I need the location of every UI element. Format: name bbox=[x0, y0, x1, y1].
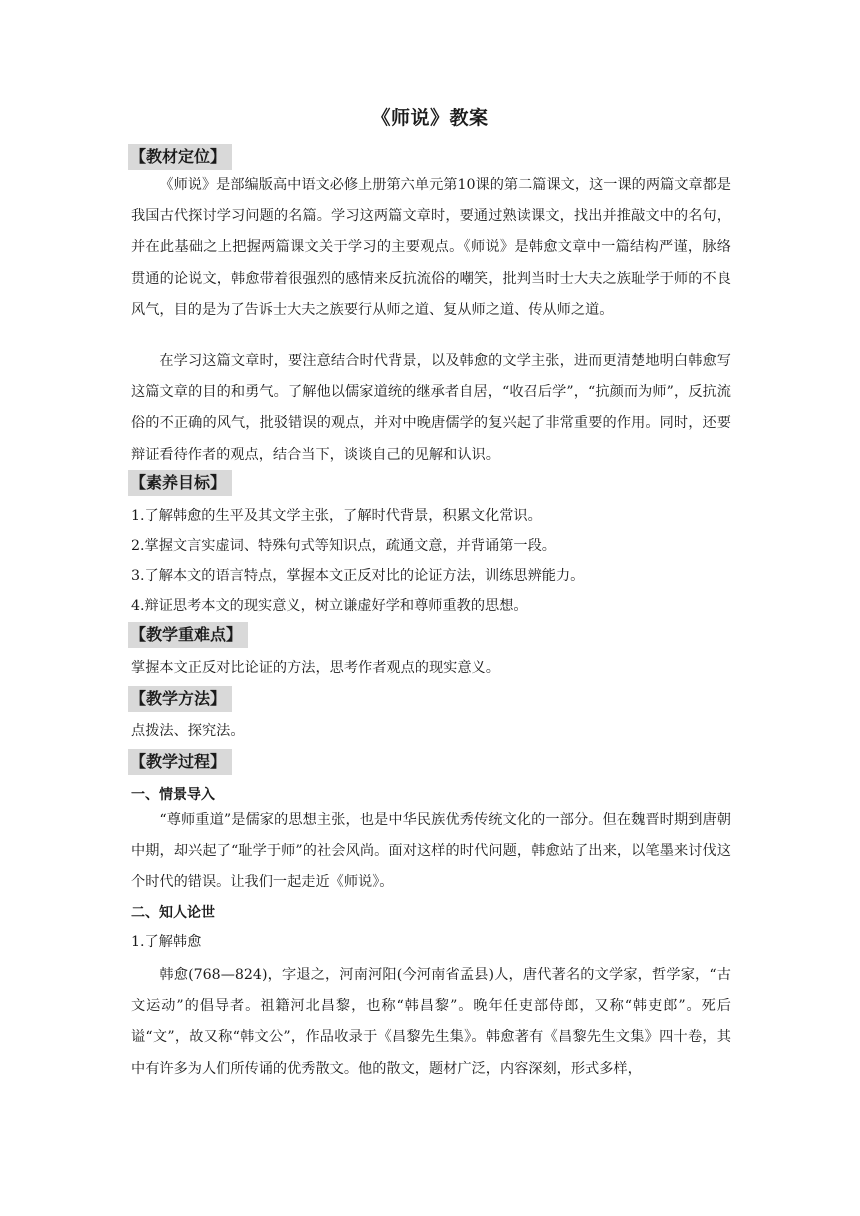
method-text: 点拨法、探究法。 bbox=[131, 723, 245, 739]
section-heading-positioning: 【教材定位】 bbox=[128, 144, 232, 170]
section-heading-process: 【教学过程】 bbox=[128, 749, 232, 775]
goal-item: 1.了解韩愈的生平及其文学主张，了解时代背景，积累文化常识。 bbox=[131, 508, 542, 524]
author-paragraph: 韩愈(768—824)，字退之，河南河阳(今河南省孟县)人，唐代著名的文学家，哲学家，“古文运动”的倡导者。祖籍河北昌黎，也称“韩昌黎”。晚年任吏部侍郎，又称“韩吏郎”。死后谥“文”，故又称“韩文公”，作品收录于《昌黎先生集》。韩愈著有《昌黎先生文集》四十卷，其中有许多为人们所传诵的优秀散文。他的散文，题材广泛，内容深刻，形式多样， bbox=[131, 967, 731, 1077]
step-subtitle-author: 1.了解韩愈 bbox=[131, 934, 202, 950]
step-title-author: 二、知人论世 bbox=[131, 905, 215, 921]
difficulty-text: 掌握本文正反对比论证的方法，思考作者观点的现实意义。 bbox=[131, 660, 500, 676]
step-title-intro: 一、情景导入 bbox=[131, 787, 215, 803]
goal-item: 4.辩证思考本文的现实意义，树立谦虚好学和尊师重教的思想。 bbox=[131, 598, 528, 614]
goal-item: 3.了解本文的语言特点，掌握本文正反对比的论证方法，训练思辨能力。 bbox=[131, 568, 585, 584]
section-heading-difficulty: 【教学重难点】 bbox=[128, 622, 248, 648]
section-heading-method: 【教学方法】 bbox=[128, 686, 232, 712]
section-heading-goals: 【素养目标】 bbox=[128, 470, 232, 496]
positioning-paragraph-1: 《师说》是部编版高中语文必修上册第六单元第10课的第二篇课文，这一课的两篇文章都是我国古代探讨学习问题的名篇。学习这两篇文章时，要通过熟读课文，找出并推敲文中的名句，并在此基础之上把握两篇课文关于学习的主要观点。《师说》是韩愈文章中一篇结构严谨，脉络贯通的论说文，韩愈带着很强烈的感情来反抗流俗的嘲笑，批判当时士大夫之族耻学于师的不良风气，目的是为了告诉士大夫之族要行从师之道、复从师之道、传从师之道。 bbox=[131, 177, 731, 318]
document-title: 《师说》教案 bbox=[371, 107, 489, 129]
positioning-paragraph-2: 在学习这篇文章时，要注意结合时代背景，以及韩愈的文学主张，进而更清楚地明白韩愈写这篇文章的目的和勇气。了解他以儒家道统的继承者自居，“收召后学”，“抗颜而为师”，反抗流俗的不正确的风气，批驳错误的观点，并对中晚唐儒学的复兴起了非常重要的作用。同时，还要辩证看待作者的观点，结合当下，谈谈自己的见解和认识。 bbox=[131, 353, 731, 463]
goal-item: 2.掌握文言实虚词、特殊句式等知识点，疏通文意，并背诵第一段。 bbox=[131, 538, 556, 554]
intro-paragraph: “尊师重道”是儒家的思想主张，也是中华民族优秀传统文化的一部分。但在魏晋时期到唐朝中期，却兴起了“耻学于师”的社会风尚。面对这样的时代问题，韩愈站了出来，以笔墨来讨伐这个时代的错误。让我们一起走近《师说》。 bbox=[131, 812, 731, 891]
